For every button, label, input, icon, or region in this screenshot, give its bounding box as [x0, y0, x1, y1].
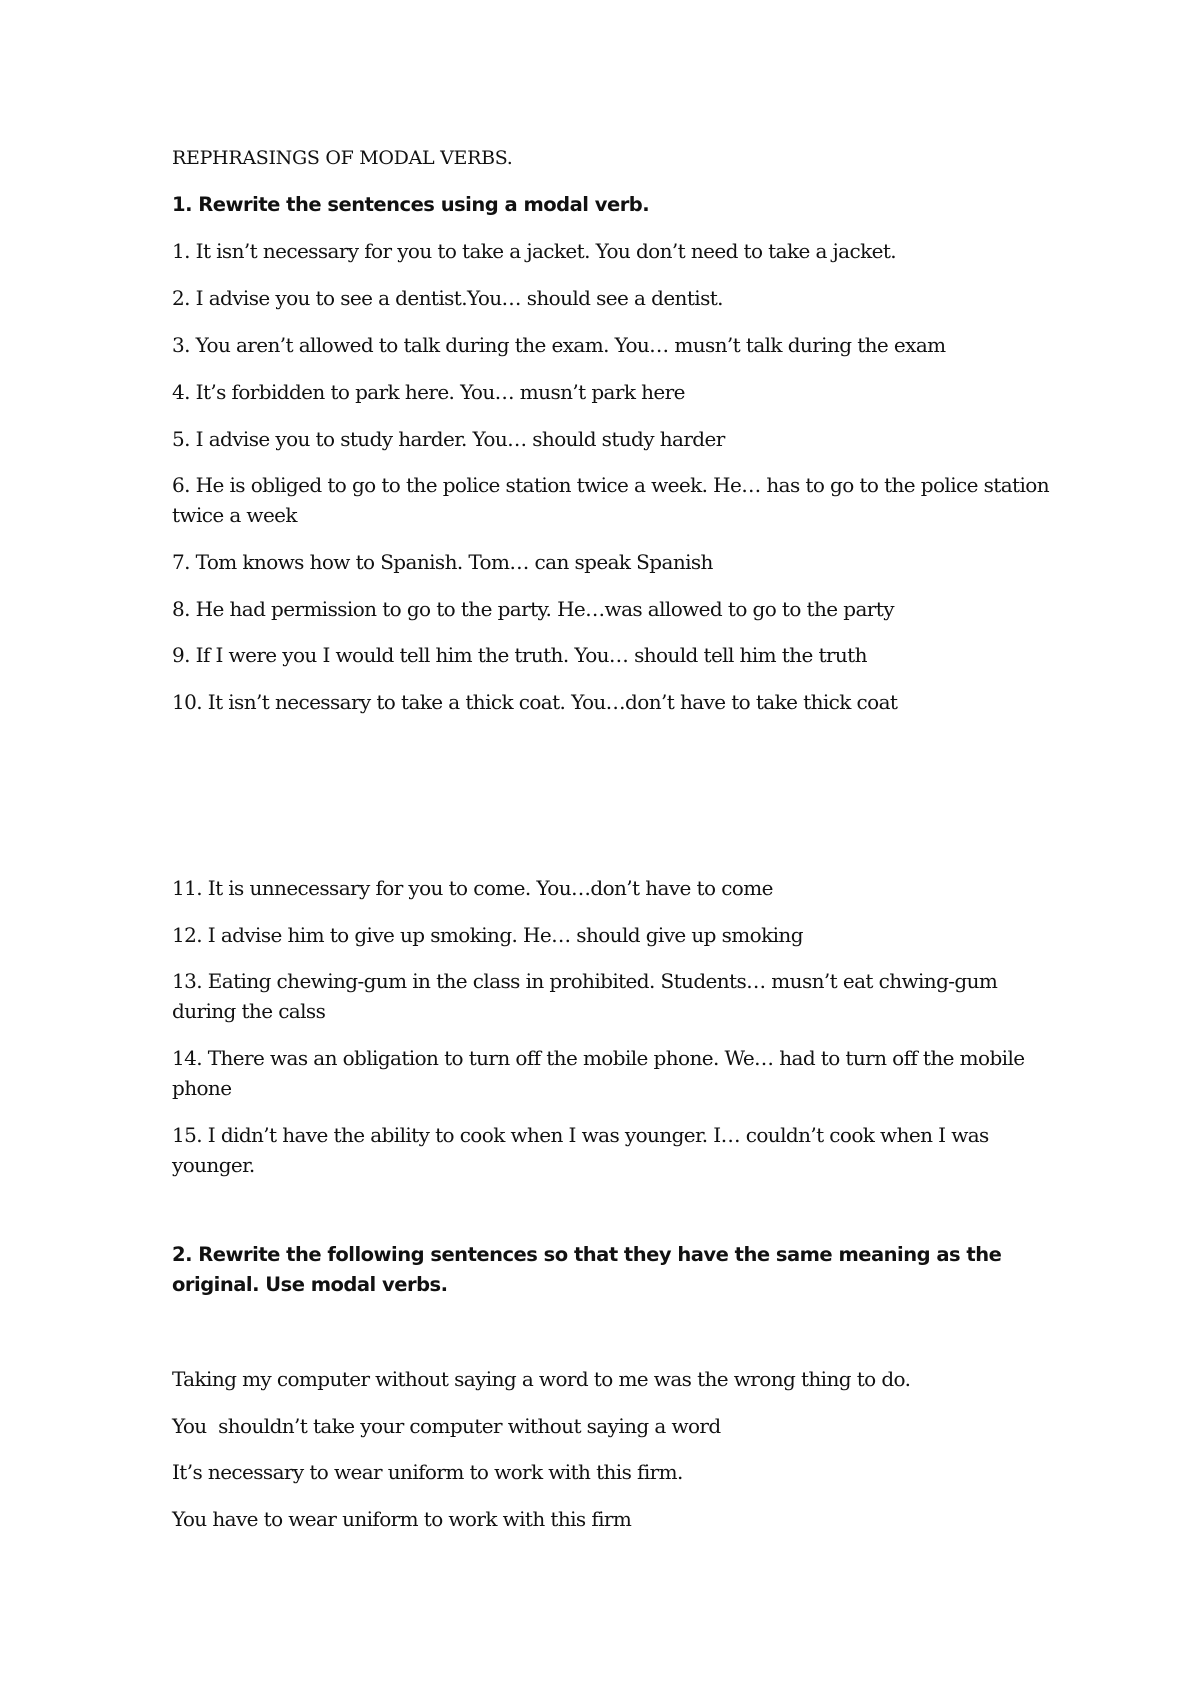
exercise-item-11: 11. It is unnecessary for you to come. You…don’t have to come: [172, 876, 773, 900]
exercise-item-14: 14. There was an obligation to turn off the mobile phone. We… had to turn off the mobile phone: [172, 1046, 1025, 1100]
section2-line-3: It’s necessary to wear uniform to work with this firm.: [172, 1460, 683, 1484]
section2-line-2: You shouldn’t take your computer without saying a word: [172, 1414, 721, 1438]
exercise-item-1: 1. It isn’t necessary for you to take a jacket. You don’t need to take a jacket.: [172, 239, 897, 263]
exercise-item-10: 10. It isn’t necessary to take a thick coat. You…don’t have to take thick coat: [172, 690, 898, 714]
exercise-item-6: 6. He is obliged to go to the police station twice a week. He… has to go to the police station twice a week: [172, 473, 1049, 527]
section2-line-1: Taking my computer without saying a word to me was the wrong thing to do.: [172, 1367, 911, 1391]
exercise-item-7: 7. Tom knows how to Spanish. Tom… can speak Spanish: [172, 550, 713, 574]
exercise-item-15: 15. I didn’t have the ability to cook when I was younger. I… couldn’t cook when I was younger.: [172, 1123, 989, 1177]
exercise-item-13: 13. Eating chewing-gum in the class in prohibited. Students… musn’t eat chwing-gum during the calss: [172, 969, 998, 1023]
exercise-item-12: 12. I advise him to give up smoking. He… should give up smoking: [172, 923, 803, 947]
exercise-item-5: 5. I advise you to study harder. You… should study harder: [172, 427, 725, 451]
section2-line-4: You have to wear uniform to work with this firm: [172, 1507, 632, 1531]
exercise-item-8: 8. He had permission to go to the party. He…was allowed to go to the party: [172, 597, 894, 621]
section2-heading: 2. Rewrite the following sentences so that they have the same meaning as the original. Use modal verbs.: [172, 1243, 1002, 1296]
exercise-item-3: 3. You aren’t allowed to talk during the exam. You… musn’t talk during the exam: [172, 333, 946, 357]
exercise-item-2: 2. I advise you to see a dentist.You… should see a dentist.: [172, 286, 723, 310]
section1-heading: 1. Rewrite the sentences using a modal verb.: [172, 193, 650, 216]
exercise-item-9: 9. If I were you I would tell him the truth. You… should tell him the truth: [172, 643, 867, 667]
document-title: REPHRASINGS OF MODAL VERBS.: [172, 147, 513, 169]
exercise-item-4: 4. It’s forbidden to park here. You… musn’t park here: [172, 380, 685, 404]
